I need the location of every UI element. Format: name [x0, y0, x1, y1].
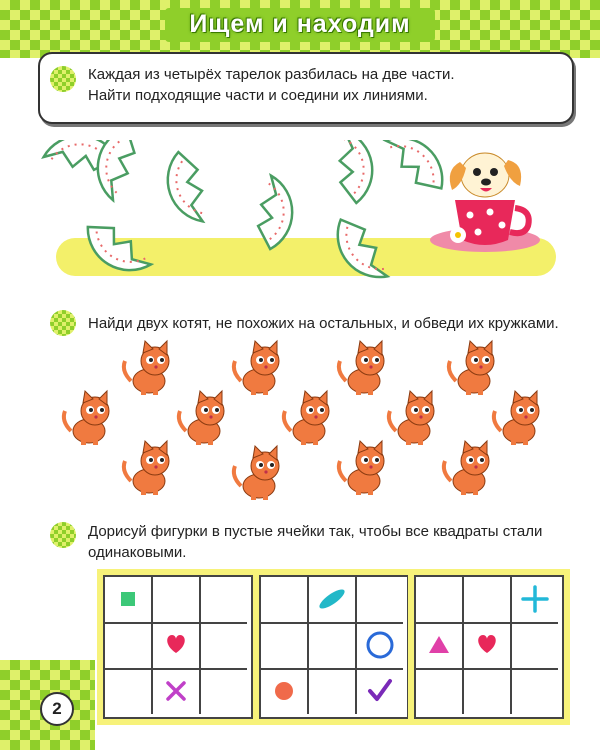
task2-text: Найди двух котят, не похожих на остальных, и обведи их кружками.: [88, 315, 559, 332]
page-number: 2: [40, 692, 74, 726]
red-heart-icon: [478, 635, 496, 653]
pink-triangle-icon: [429, 636, 449, 653]
plate-fragment-icon: [239, 176, 308, 253]
plate-fragment-icon: [161, 151, 214, 221]
kitten-icon: [449, 341, 494, 395]
plate-fragment-icon: [335, 213, 388, 280]
kittens-illustration: [50, 335, 570, 500]
grid-shapes-layer: [416, 577, 562, 717]
kitten-icon: [339, 341, 384, 395]
kitten-icon: [389, 391, 434, 445]
purple-check-icon: [370, 681, 390, 699]
kitten-icon: [64, 391, 109, 445]
kitten-icon: [494, 391, 539, 445]
cyan-plus-icon: [523, 587, 547, 611]
plate-fragment-icon: [322, 140, 384, 205]
task1-bullet-icon: [50, 66, 76, 92]
kitten-icon: [179, 391, 224, 445]
task3-bullet-icon: [50, 522, 76, 548]
grid-shapes-layer: [261, 577, 407, 717]
shape-grid-2: [259, 575, 409, 719]
task2-bullet-icon: [50, 310, 76, 336]
grid-shapes-layer: [105, 577, 251, 717]
kitten-icon: [234, 446, 279, 500]
cyan-oval-icon: [317, 586, 347, 611]
puppy-in-cup-icon: [430, 153, 540, 252]
kitten-icon: [339, 441, 384, 495]
kitten-icon: [284, 391, 329, 445]
shape-grid-3: [414, 575, 564, 719]
task3-line1: Дорисуй фигурки в пустые ячейки так, чтобы все квадраты стали: [88, 523, 543, 540]
kitten-icon: [124, 341, 169, 395]
green-square-icon: [121, 592, 135, 606]
orange-dot-icon: [275, 682, 293, 700]
kitten-icon: [444, 441, 489, 495]
task1-line2: Найти подходящие части и соедини их линиями.: [88, 87, 428, 104]
blue-circle-icon: [368, 633, 392, 657]
plate-fragment-icon: [82, 209, 151, 280]
task3-line2: одинаковыми.: [88, 544, 187, 561]
shape-grid-1: [103, 575, 253, 719]
plate-fragment-icon: [386, 140, 448, 201]
purple-cross-icon: [168, 683, 184, 699]
page-title: Ищем и находим: [189, 10, 411, 38]
red-heart-icon: [167, 635, 185, 653]
kitten-icon: [124, 441, 169, 495]
task1-line1: Каждая из четырёх тарелок разбилась на две части.: [88, 66, 455, 83]
kitten-icon: [234, 341, 279, 395]
broken-plates-illustration: [40, 140, 560, 280]
